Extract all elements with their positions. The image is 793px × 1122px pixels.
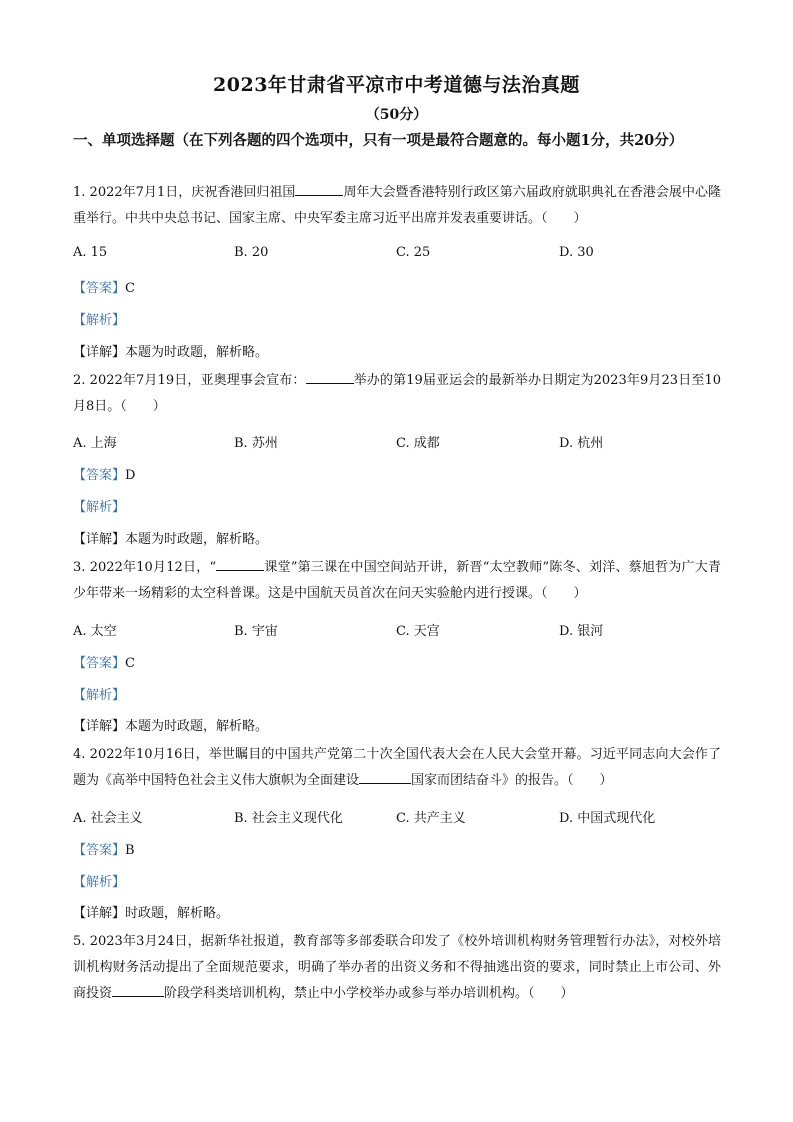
detail-text: 本题为时政题，解析略。 xyxy=(125,532,269,547)
option-a: A. 15 xyxy=(73,245,108,260)
question-2-stem xyxy=(73,368,721,420)
question-stem-part: 课堂”第三课在中国空间站开讲，新晋“太空教师”陈冬、刘洋、蔡旭哲为广大青少年带来一场精彩的太空科普课。这是中国航天员首次在问天实验舱内进行授课。（ ） xyxy=(73,560,721,601)
page-title: 2023年甘肃省平凉市中考道德与法治真题 xyxy=(213,74,580,96)
analysis-line xyxy=(73,496,125,515)
option-d: D. 中国式现代化 xyxy=(559,811,656,826)
question-5-stem xyxy=(73,929,721,1007)
question-stem-part: 4. 2022年10月16日，举世瞩目的中国共产党第二十次全国代表大会在人民大会堂开幕。习近平同志向大会作了题为《高举中国特色社会主义伟大旗帜为全面建设 xyxy=(73,747,721,788)
question-stem-part: 周年大会暨香港特别行政区第六届政府就职典礼在香港会展中心隆重举行。中共中央总书记、国家主席、中央军委主席习近平出席并发表重要讲话。（ ） xyxy=(73,185,721,226)
detail-line xyxy=(73,902,229,921)
question-4-options xyxy=(73,807,723,829)
answer-label: 【答案】 xyxy=(73,843,126,858)
fill-blank xyxy=(112,984,164,997)
detail-label: 【详解】 xyxy=(73,719,126,734)
option-c: C. 25 xyxy=(396,245,431,260)
question-stem-part: 举办的第19届亚运会的最新举办日期定为2023年9月23日至10月8日。（ ） xyxy=(73,373,721,414)
answer-value: D xyxy=(125,468,136,483)
analysis-label: 【解析】 xyxy=(73,875,126,890)
option-b: B. 苏州 xyxy=(234,436,278,451)
detail-label: 【详解】 xyxy=(73,532,126,547)
detail-label: 【详解】 xyxy=(73,906,126,921)
answer-label: 【答案】 xyxy=(73,656,126,671)
detail-line xyxy=(73,528,268,547)
detail-text: 本题为时政题，解析略。 xyxy=(125,719,269,734)
section-heading: 一、单项选择题（在下列各题的四个选项中，只有一项是最符合题意的。每小题1分，共20分） xyxy=(73,132,684,149)
option-d: D. 银河 xyxy=(559,624,604,639)
answer-label: 【答案】 xyxy=(73,281,126,296)
fill-blank xyxy=(216,558,264,571)
analysis-line xyxy=(73,684,125,703)
answer-label: 【答案】 xyxy=(73,468,126,483)
option-b: B. 宇宙 xyxy=(234,624,278,639)
answer-value: C xyxy=(125,281,135,296)
detail-line xyxy=(73,715,268,734)
option-d: D. 杭州 xyxy=(559,436,604,451)
answer-line xyxy=(73,652,135,671)
answer-value: C xyxy=(125,656,135,671)
option-a: A. 上海 xyxy=(73,436,117,451)
option-d: D. 30 xyxy=(559,245,594,260)
analysis-label: 【解析】 xyxy=(73,313,126,328)
question-4-stem xyxy=(73,742,721,794)
option-c: C. 天宫 xyxy=(396,624,440,639)
fill-blank xyxy=(306,371,354,384)
analysis-line xyxy=(73,309,125,328)
question-stem-part: 2. 2022年7月19日，亚奥理事会宣布： xyxy=(73,373,306,388)
option-c: C. 共产主义 xyxy=(396,811,466,826)
option-a: A. 太空 xyxy=(73,624,117,639)
option-a: A. 社会主义 xyxy=(73,811,143,826)
option-b: B. 社会主义现代化 xyxy=(234,811,343,826)
detail-line xyxy=(73,341,268,360)
question-1-stem xyxy=(73,180,721,232)
question-stem-part: 国家而团结奋斗》的报告。（ ） xyxy=(411,773,613,788)
total-score: （50分） xyxy=(365,107,428,123)
question-3-stem xyxy=(73,555,721,607)
detail-text: 时政题，解析略。 xyxy=(125,906,230,921)
question-2-options xyxy=(73,432,723,454)
question-stem-part: 1. 2022年7月1日，庆祝香港回归祖国 xyxy=(73,185,296,200)
option-b: B. 20 xyxy=(234,245,269,260)
question-stem-part: 3. 2022年10月12日，“ xyxy=(73,560,217,575)
analysis-line xyxy=(73,871,125,890)
question-stem-part: 阶段学科类培训机构，禁止中小学校举办或参与举办培训机构。（ ） xyxy=(164,986,574,1001)
answer-line xyxy=(73,464,135,483)
question-stem-part: 5. 2023年3月24日，据新华社报道，教育部等多部委联合印发了《校外培训机构财务管理暂行办法》，对校外培训机构财务活动提出了全面规范要求，明确了举办者的出资义务和不得抽逃出资的要求，同时禁止上市公司、外商投资 xyxy=(73,934,721,1001)
question-1-options xyxy=(73,245,723,267)
option-c: C. 成都 xyxy=(396,436,440,451)
detail-text: 本题为时政题，解析略。 xyxy=(125,345,269,360)
answer-value: B xyxy=(125,843,135,858)
answer-line xyxy=(73,839,135,858)
answer-line xyxy=(73,277,135,296)
analysis-label: 【解析】 xyxy=(73,500,126,515)
detail-label: 【详解】 xyxy=(73,345,126,360)
question-3-options xyxy=(73,620,723,642)
fill-blank xyxy=(295,183,343,196)
analysis-label: 【解析】 xyxy=(73,688,126,703)
fill-blank xyxy=(359,771,411,784)
